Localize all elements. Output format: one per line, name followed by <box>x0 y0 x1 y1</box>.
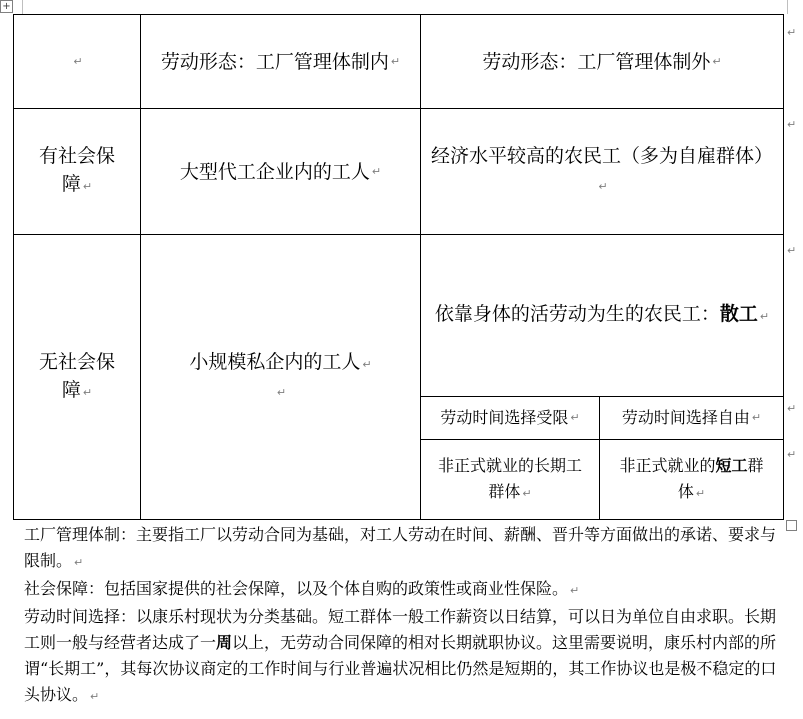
row1-outside-cell <box>420 108 784 235</box>
sub-cell-long-term <box>420 439 600 520</box>
paragraph-mark-icon: ↵ <box>390 54 401 68</box>
paragraph-mark-icon: ↵ <box>82 385 93 399</box>
row2-outside-text: 依靠身体的活劳动为生的农民工： <box>434 303 720 325</box>
paragraph-mark-icon: ↵ <box>570 411 580 424</box>
row2-inside-cell <box>140 234 421 520</box>
row1-inside-text: 大型代工企业内的工人 <box>179 160 370 183</box>
paragraph-mark-icon: ↵ <box>751 411 762 424</box>
row1-label-text: 有社会保障 <box>38 145 115 195</box>
table-move-handle-icon[interactable]: + <box>0 0 13 13</box>
row-label-with-security <box>13 108 141 235</box>
table-resize-handle-icon[interactable] <box>786 520 797 531</box>
subheader-time-free <box>599 396 784 440</box>
paragraph-mark-icon: ↵ <box>74 556 84 569</box>
paragraph-mark-icon: ↵ <box>712 54 722 68</box>
end-of-row-mark-icon: ↵ <box>787 118 797 131</box>
subheader-time-limited <box>420 396 600 440</box>
paragraph-mark-icon: ↵ <box>759 310 770 323</box>
paragraph-mark-icon: ↵ <box>362 357 372 371</box>
subheader-right-text: 劳动时间选择自由 <box>621 408 750 427</box>
note-management-system: 工厂管理体制：主要指工厂以劳动合同为基础，对工人劳动在时间、薪酬、晋升等方面做出的承诺、要求与限制。 ↵ <box>24 525 777 570</box>
sub-right-emphasis: 短工 <box>715 455 748 475</box>
row2-label-text: 无社会保障 <box>38 350 115 401</box>
sub-left-text: 非正式就业的长期工群体 <box>437 455 582 501</box>
sub-cell-short-term <box>599 439 784 520</box>
row1-inside-cell <box>140 108 421 235</box>
table-cell-empty <box>13 14 141 109</box>
table-header-inside <box>140 14 421 109</box>
row2-outside-emphasis: 散工 <box>719 303 758 325</box>
notes-section <box>24 522 782 710</box>
row-label-without-security <box>13 234 141 520</box>
paragraph-mark-icon: ↵ <box>73 54 83 68</box>
end-of-row-mark-icon: ↵ <box>787 448 797 461</box>
paragraph-mark-icon: ↵ <box>276 385 287 399</box>
end-of-row-mark-icon: ↵ <box>787 402 797 415</box>
paragraph-mark-icon: ↵ <box>82 180 93 193</box>
paragraph-mark-icon: ↵ <box>371 164 382 178</box>
table-top-frame <box>22 0 788 14</box>
note-working-time: 劳动时间选择：以康乐村现状为分类基础。短工群体一般工作薪资以日结算，可以日为单位自由求职。长期工则一般与经营者达成了一周以上，无劳动合同保障的相对长期就职协议。这里需要说明，康乐村内部的所谓“长期工”，其每次协议商定的工作时间与行业普遍状况相比仍然是短期的，其工作协议也是极不稳定的口头协议。 ↵ <box>24 607 777 704</box>
paragraph-mark-icon: ↵ <box>598 180 608 193</box>
end-of-row-mark-icon: ↵ <box>787 26 797 39</box>
subheader-left-text: 劳动时间选择受限 <box>440 408 569 427</box>
table-header-outside <box>420 14 784 109</box>
row2-outside-cell <box>420 234 784 397</box>
row1-outside-text: 经济水平较高的农民工（多为自雇群体） <box>430 145 773 167</box>
header-inside-text: 劳动形态：工厂管理体制内 <box>160 50 389 73</box>
paragraph-mark-icon: ↵ <box>90 690 100 703</box>
paragraph-mark-icon: ↵ <box>522 486 532 500</box>
paragraph-mark-icon: ↵ <box>695 486 706 500</box>
sub-right-text: 非正式就业的 <box>619 455 716 475</box>
sub-right-tail: 群体 <box>677 455 764 501</box>
paragraph-mark-icon: ↵ <box>570 584 580 597</box>
end-of-row-mark-icon: ↵ <box>787 244 797 257</box>
note-social-security: 社会保障：包括国家提供的社会保障，以及个体自购的政策性或商业性保险。 ↵ <box>24 579 580 598</box>
row2-inside-text: 小规模私企内的工人 <box>189 350 361 373</box>
header-outside-text: 劳动形态：工厂管理体制外 <box>482 50 711 73</box>
